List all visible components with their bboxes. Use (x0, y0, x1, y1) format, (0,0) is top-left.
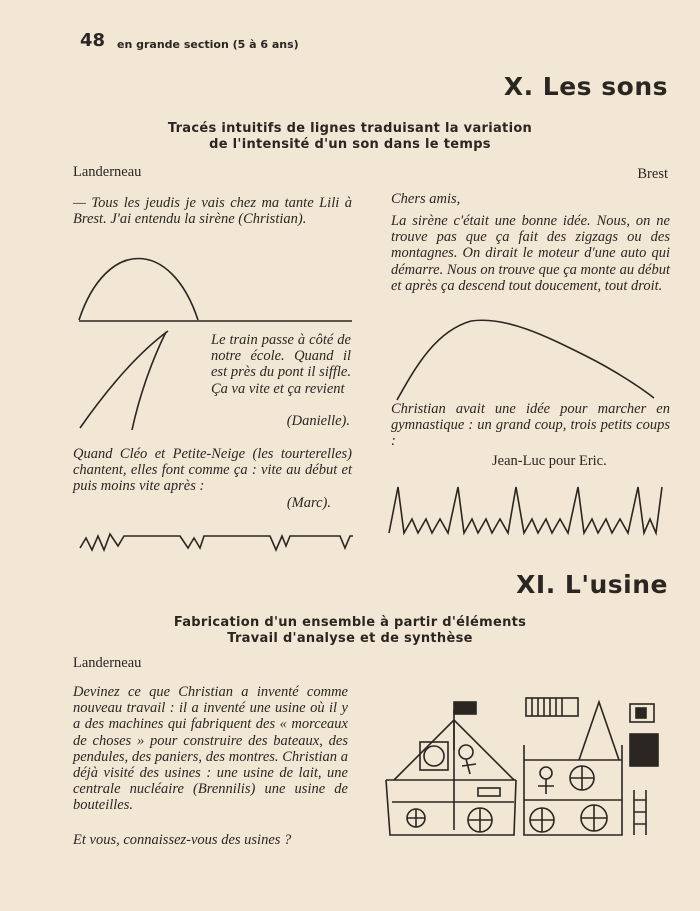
section-title-sons: X. Les sons (503, 72, 668, 101)
section-title-usine: XI. L'usine (516, 570, 668, 599)
siren-drawing (76, 248, 356, 328)
doves-drawing (80, 528, 355, 556)
text-train: Le train passe à côté de notre école. Quand il est près du pont il siffle. Ça va vite et ça revient (211, 332, 351, 397)
subtitle-sons-line1: Tracés intuitifs de lignes traduisant la variation (167, 121, 533, 136)
page-number: 48 (80, 30, 106, 51)
gym-drawing (388, 483, 668, 539)
text-cleo: Quand Cléo et Petite-Neige (les tourterelles) chantent, elles font comme ça : vite au début et puis moins vite après : (73, 446, 352, 495)
subtitle-sons-line2: de l'intensité d'un son dans le temps (209, 137, 491, 152)
place-brest: Brest (637, 166, 668, 182)
text-gym: Christian avait une idée pour marcher en gymnastique : un grand coup, trois petits coups : (391, 401, 670, 450)
running-head: en grande section (5 à 6 ans) (117, 38, 299, 51)
motor-drawing (396, 316, 658, 406)
author-train: (Danielle). (286, 413, 350, 429)
subtitle-usine-line1: Fabrication d'un ensemble à partir d'éléments (173, 615, 527, 630)
text-question: Et vous, connaissez-vous des usines ? (73, 832, 292, 848)
train-drawing (78, 328, 178, 433)
text-usine: Devinez ce que Christian a inventé comme nouveau travail : il a inventé une usine où il y a des machines qui fabriquent des « morceaux de choses » pour construire des bateaux, des pendules, des paniers, des montres. Christian a déjà visité des usines : une usine de lait, une centrale nucléaire (Brennilis) une usine de bouteilles. (73, 684, 348, 814)
text-reply: La sirène c'était une bonne idée. Nous, on ne trouve pas que ça fait des zigzags ou des montagnes. On dirait le moteur d'une auto qui démarre. Nous on trouve que ça monte au début et après ça descend tout doucement, tout droit. (391, 213, 670, 294)
text-tante: — Tous les jeudis je vais chez ma tante Lili à Brest. J'ai entendu la sirène (Christian). (73, 195, 352, 228)
author-cleo: (Marc). (286, 495, 331, 511)
place-landerneau: Landerneau (73, 164, 142, 180)
signature: Jean-Luc pour Eric. (492, 453, 607, 469)
place-usine: Landerneau (73, 655, 142, 671)
factory-drawing (384, 690, 669, 850)
subtitle-usine-line2: Travail d'analyse et de synthèse (227, 631, 473, 646)
salutation: Chers amis, (391, 191, 461, 207)
